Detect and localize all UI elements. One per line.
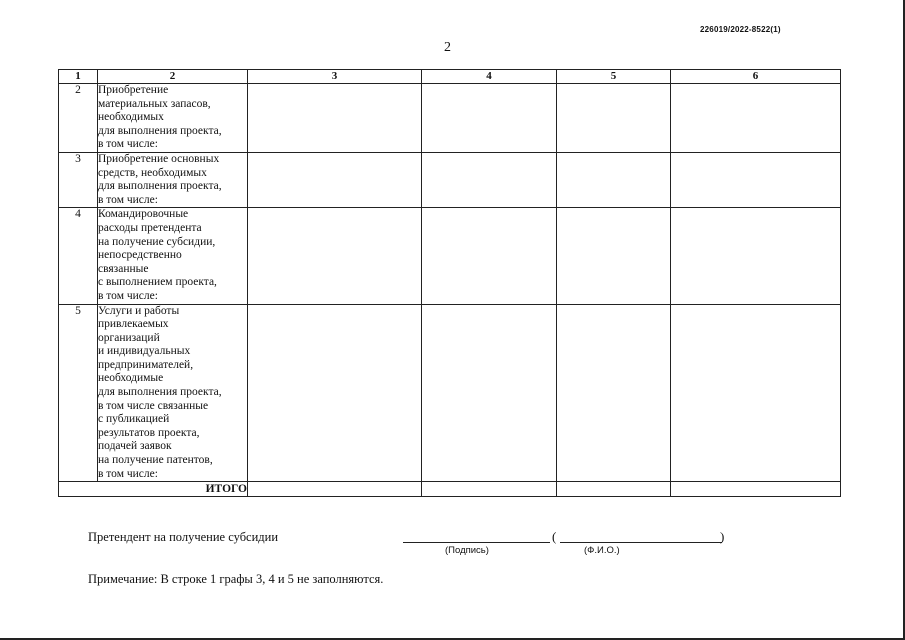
description-line: в том числе: xyxy=(98,467,158,480)
description-line: для выполнения проекта, xyxy=(98,386,222,399)
table-row xyxy=(59,208,841,304)
total-label: ИТОГО xyxy=(59,482,248,497)
description-line: в том числе: xyxy=(98,138,158,151)
description-line: расходы претендента xyxy=(98,221,202,234)
description-line: на получение субсидии, xyxy=(98,235,216,248)
description-line: и индивидуальных xyxy=(98,345,191,358)
description-line: предпринимателей, xyxy=(98,358,194,371)
row-description xyxy=(98,84,248,153)
row-number: 5 xyxy=(59,304,98,482)
table-cell xyxy=(248,152,422,207)
description-line: подачей заявок xyxy=(98,440,172,453)
row-description xyxy=(98,304,248,482)
description-line: с выполнением проекта, xyxy=(98,276,217,289)
table-cell xyxy=(422,84,557,153)
description-line: результатов проекта, xyxy=(98,426,200,439)
open-paren: ( xyxy=(552,529,557,544)
signature-line xyxy=(403,542,550,543)
description-line: связанные xyxy=(98,262,149,275)
footnote: Примечание: В строке 1 графы 3, 4 и 5 не заполняются. xyxy=(88,572,384,586)
table-cell xyxy=(422,152,557,207)
description-line: Приобретение xyxy=(98,84,169,96)
description-line: Услуги и работы xyxy=(98,304,180,317)
column-header-2: 2 xyxy=(98,70,248,84)
description-line: для выполнения проекта, xyxy=(98,124,222,137)
name-line xyxy=(560,542,722,543)
row-description xyxy=(98,152,248,207)
close-paren: ) xyxy=(720,529,725,544)
column-header-3: 3 xyxy=(248,70,422,84)
table-cell xyxy=(422,304,557,482)
table-cell xyxy=(248,208,422,304)
table-cell xyxy=(671,84,841,153)
table-cell xyxy=(422,482,557,497)
table-header-row xyxy=(59,70,841,84)
description-line: в том числе связанные xyxy=(98,399,209,412)
table-row xyxy=(59,152,841,207)
table-cell xyxy=(671,208,841,304)
table-cell xyxy=(557,208,671,304)
description-line: необходимых xyxy=(98,111,164,124)
description-line: с публикацией xyxy=(98,413,170,426)
table-row xyxy=(59,84,841,153)
description-line: организаций xyxy=(98,331,160,344)
row-number: 2 xyxy=(59,84,98,153)
row-number: 3 xyxy=(59,152,98,207)
description-line: Командировочные xyxy=(98,208,189,221)
table-cell xyxy=(671,482,841,497)
description-line: Приобретение основных xyxy=(98,152,220,165)
table-cell xyxy=(422,208,557,304)
description-line: необходимые xyxy=(98,372,164,385)
column-header-6: 6 xyxy=(671,70,841,84)
page-number: 2 xyxy=(444,40,451,55)
column-header-5: 5 xyxy=(557,70,671,84)
table-cell xyxy=(671,152,841,207)
table-cell xyxy=(557,304,671,482)
applicant-label: Претендент на получение субсидии xyxy=(88,530,279,544)
table-cell xyxy=(557,482,671,497)
description-line: в том числе: xyxy=(98,193,158,206)
description-line: средств, необходимых xyxy=(98,166,207,179)
table-cell xyxy=(557,152,671,207)
column-header-4: 4 xyxy=(422,70,557,84)
description-line: на получение патентов, xyxy=(98,454,213,467)
total-row xyxy=(59,482,841,497)
description-line: материальных запасов, xyxy=(98,97,211,110)
signature-caption: (Подпись) xyxy=(445,545,489,556)
name-caption: (Ф.И.О.) xyxy=(584,545,620,556)
column-header-1: 1 xyxy=(59,70,98,84)
description-line: для выполнения проекта, xyxy=(98,180,222,193)
table-cell xyxy=(671,304,841,482)
table-row xyxy=(59,304,841,482)
row-number: 4 xyxy=(59,208,98,304)
description-line: непосредственно xyxy=(98,249,182,262)
expense-table xyxy=(58,69,841,497)
table-cell xyxy=(248,84,422,153)
table-cell xyxy=(248,482,422,497)
description-line: в том числе: xyxy=(98,289,158,302)
document-id: 226019/2022-8522(1) xyxy=(700,25,781,34)
description-line: привлекаемых xyxy=(98,318,169,331)
table-cell xyxy=(557,84,671,153)
table-cell xyxy=(248,304,422,482)
row-description xyxy=(98,208,248,304)
